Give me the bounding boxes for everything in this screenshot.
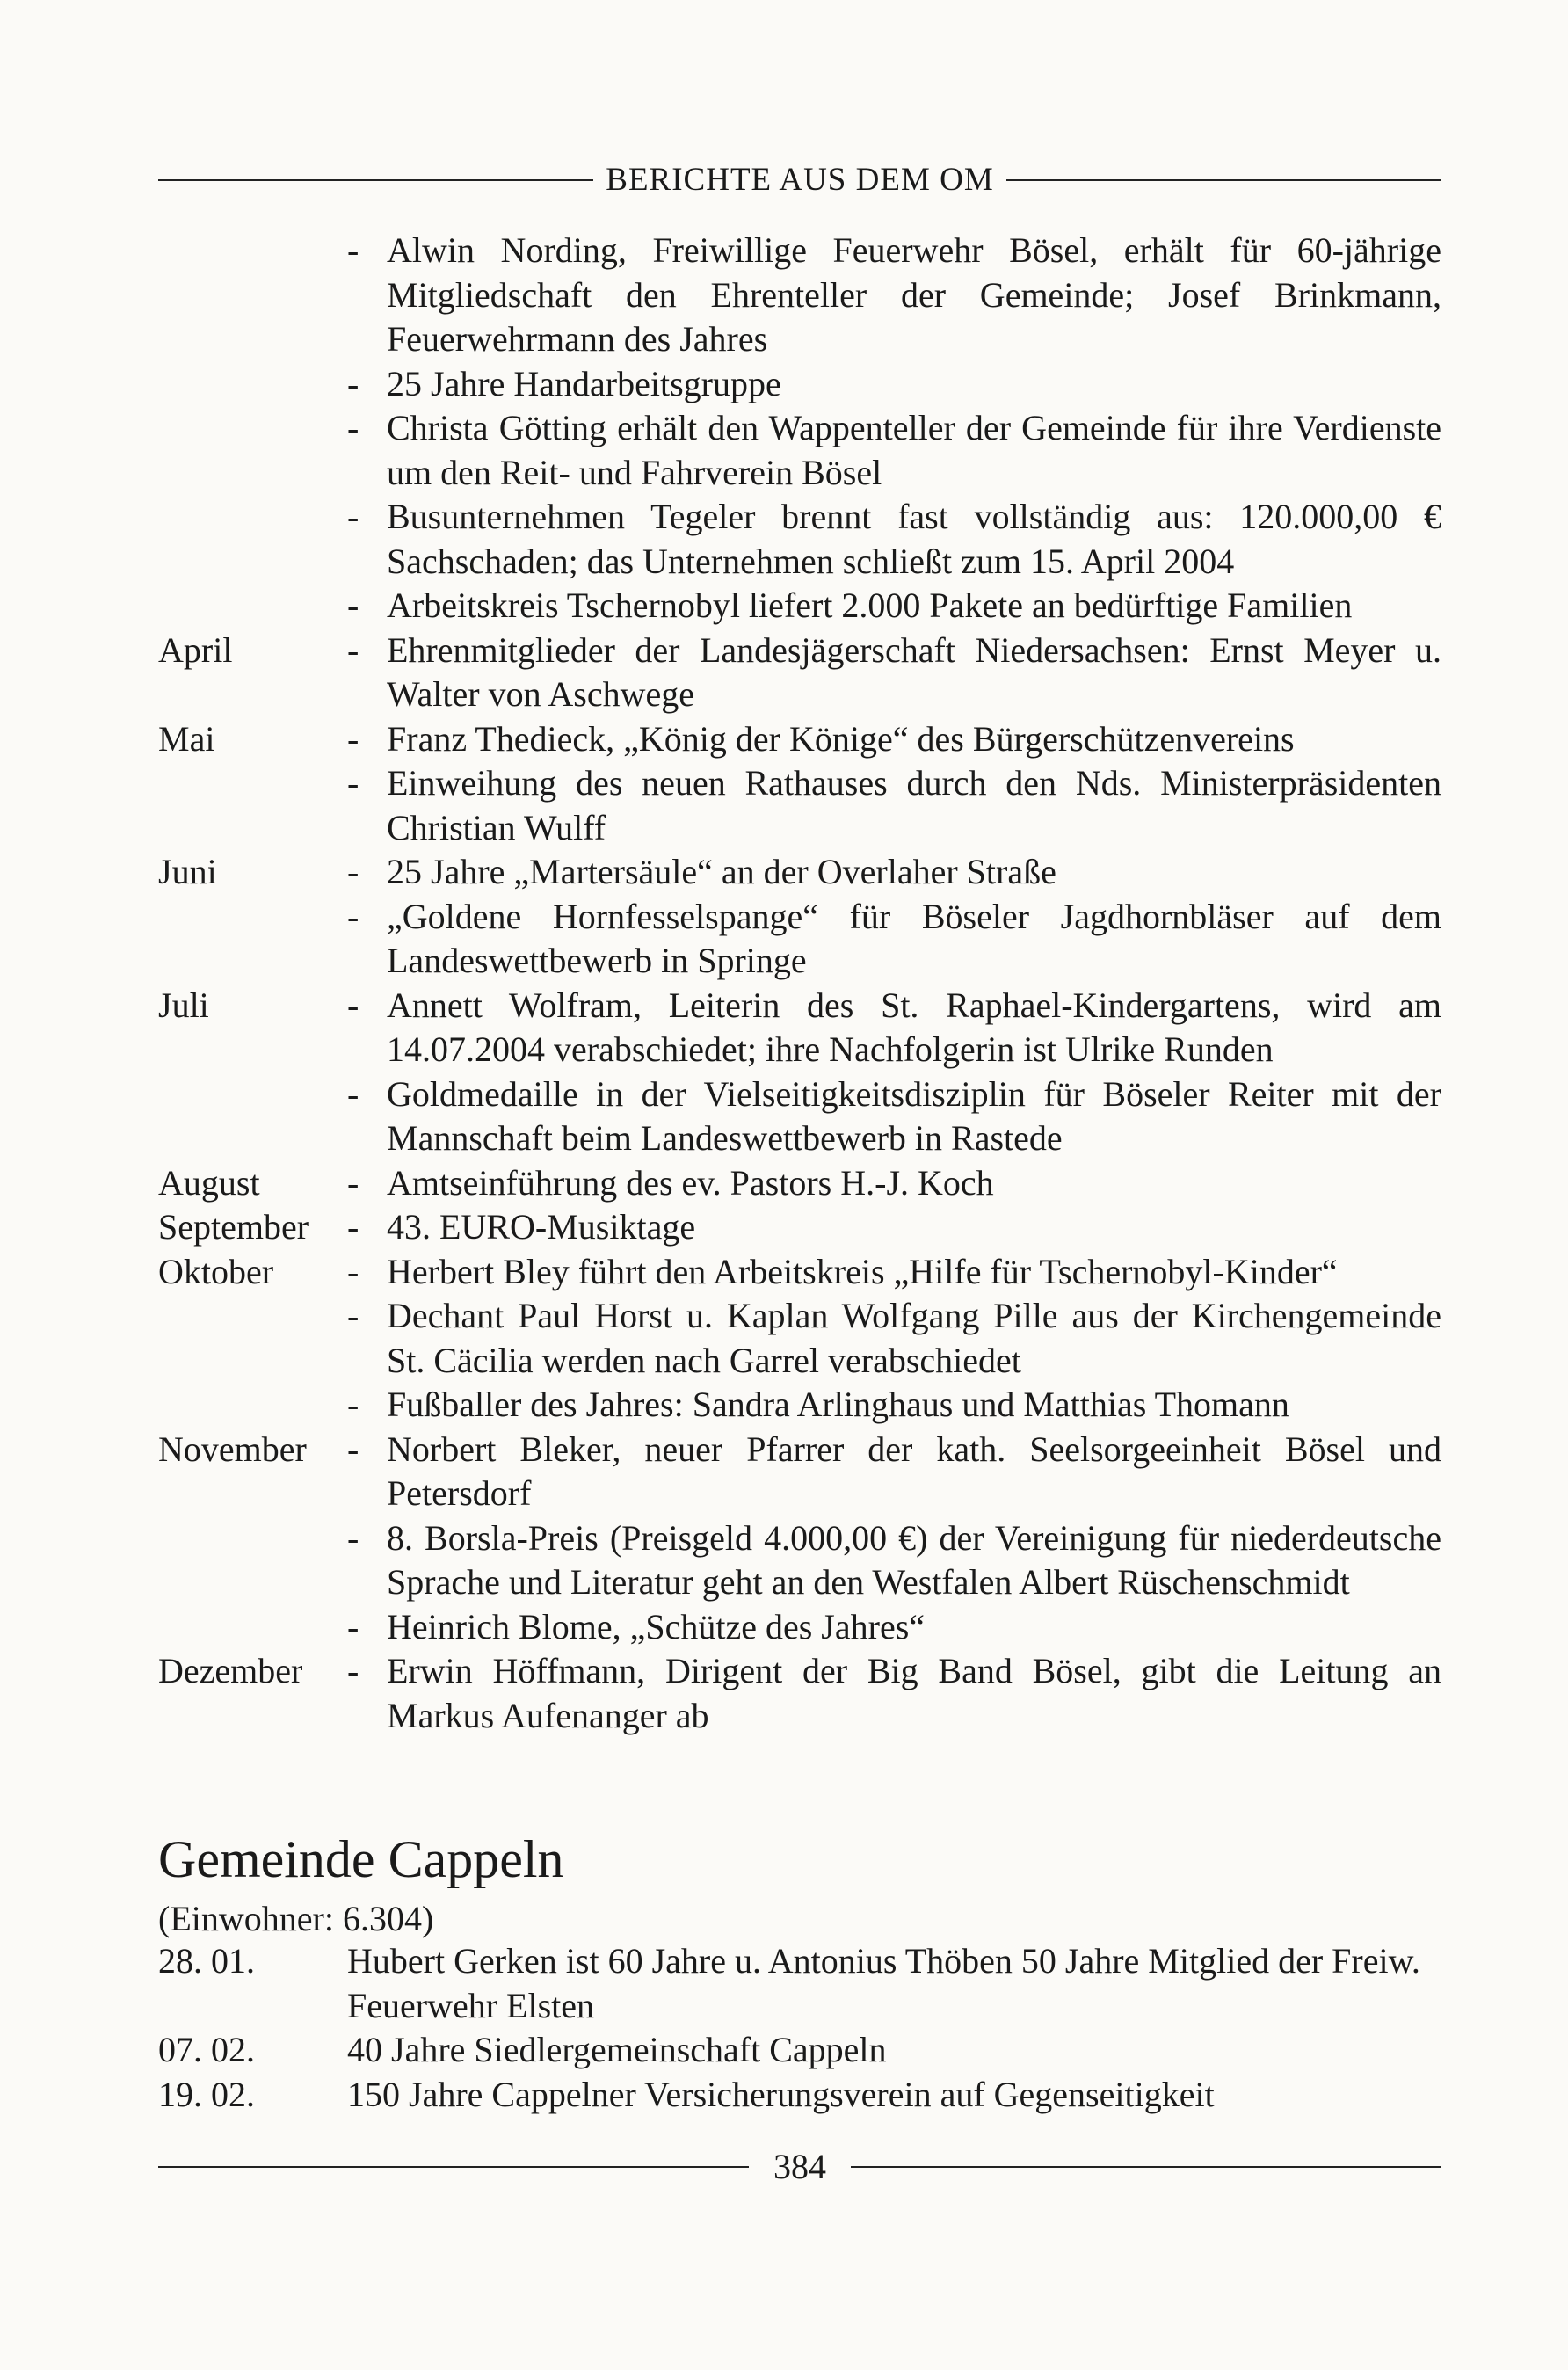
chronicle-entry (158, 229, 1441, 362)
entry-text: Erwin Höffmann, Dirigent der Big Band Bösel, gibt die Leitung an Markus Aufenanger ab (387, 1651, 1441, 1735)
chronicle-entry (158, 1205, 1441, 1250)
entry-dash: - (347, 896, 359, 936)
entry-month (158, 229, 347, 362)
chronicle-entry (158, 1294, 1441, 1383)
chronicle-entry (158, 629, 1441, 717)
entry-month: April (158, 629, 233, 670)
entry-text: 8. Borsla-Preis (Preisgeld 4.000,00 €) der Vereinigung für niederdeutsche Sprache und Literatur geht an den Westfalen Albert Rüschenschmidt (387, 1517, 1441, 1602)
entry-text: Goldmedaille in der Vielseitigkeitsdisziplin für Böseler Reiter mit der Mannschaft beim Landeswettbewerb in Rastede (387, 1073, 1441, 1158)
chronicle-entry (158, 1250, 1441, 1295)
chronicle-entry (158, 406, 1441, 495)
entry-dash: - (347, 230, 359, 270)
entry-dash: - (347, 585, 359, 625)
entry-text: „Goldene Hornfesselspange“ für Böseler Jagdhornbläser auf dem Landeswettbewerb in Springe (387, 896, 1441, 980)
entry-dash: - (347, 1651, 359, 1690)
header-rule-right (1006, 179, 1441, 181)
entry-text: Dechant Paul Horst u. Kaplan Wolfgang Pille aus der Kirchengemeinde St. Cäcilia werden nach Garrel verabschiedet (387, 1296, 1441, 1380)
entry-text: Franz Thedieck, „König der Könige“ des Bürgerschützenvereins (387, 718, 1295, 759)
chronicle-entry (158, 1516, 1441, 1605)
entry-text: Christa Götting erhält den Wappenteller der Gemeinde für ihre Verdienste um den Reit- und Fahrverein Bösel (387, 408, 1441, 492)
chronicle-entry (158, 1072, 1441, 1161)
entry-month (158, 1605, 347, 1650)
entry-month: August (158, 1162, 260, 1203)
chronicle-entry (158, 1428, 1441, 1516)
chronicle-entry (158, 895, 1441, 984)
entry-text: Ehrenmitglieder der Landesjägerschaft Niedersachsen: Ernst Meyer u. Walter von Aschwege (387, 629, 1441, 714)
entry-dash: - (347, 363, 359, 403)
entry-date: 28. 01. (158, 1941, 255, 1981)
page-footer (158, 2145, 1441, 2189)
entry-text: Einweihung des neuen Rathauses durch den Nds. Ministerpräsidenten Christian Wulff (387, 763, 1441, 847)
entry-month (158, 406, 347, 495)
dated-entry-list (158, 1939, 1441, 2117)
dated-entry (158, 1939, 1441, 2028)
entry-dash: - (347, 497, 359, 536)
chronicle-entry (158, 717, 1441, 762)
dated-entry (158, 2073, 1441, 2118)
entry-text: Heinrich Blome, „Schütze des Jahres“ (387, 1606, 926, 1647)
entry-month: Oktober (158, 1251, 274, 1291)
entry-month (158, 1383, 347, 1428)
entry-text: 25 Jahre „Martersäule“ an der Overlaher Straße (387, 852, 1056, 891)
entry-dash: - (347, 1606, 359, 1647)
running-header-title: BERICHTE AUS DEM OM (606, 162, 994, 198)
chronicle-entry (158, 1649, 1441, 1738)
entry-dash: - (347, 1207, 359, 1247)
entry-dash: - (347, 985, 359, 1025)
entry-month (158, 495, 347, 584)
entry-date: 19. 02. (158, 2074, 255, 2114)
entry-text: Herbert Bley führt den Arbeitskreis „Hilfe für Tschernobyl-Kinder“ (387, 1251, 1338, 1291)
entry-month (158, 1072, 347, 1161)
entry-month (158, 362, 347, 407)
entry-month (158, 1516, 347, 1605)
entry-text: Hubert Gerken ist 60 Jahre u. Antonius Thöben 50 Jahre Mitglied der Freiw. Feuerwehr Elsten (347, 1941, 1420, 2025)
entry-text: 150 Jahre Cappelner Versicherungsverein auf Gegenseitigkeit (347, 2074, 1215, 2114)
chronicle-entry (158, 850, 1441, 895)
running-header (158, 158, 1441, 202)
entry-dash: - (347, 1251, 359, 1291)
chronicle-entry (158, 761, 1441, 850)
entry-dash: - (347, 1385, 359, 1424)
entry-text: Amtseinführung des ev. Pastors H.-J. Koch (387, 1162, 994, 1203)
header-rule-left (158, 179, 593, 181)
entry-text: Fußballer des Jahres: Sandra Arlinghaus und Matthias Thomann (387, 1385, 1289, 1424)
entry-dash: - (347, 1073, 359, 1114)
entry-text: Norbert Bleker, neuer Pfarrer der kath. Seelsorgeeinheit Bösel und Petersdorf (387, 1429, 1441, 1513)
chronicle-entry (158, 1605, 1441, 1650)
entry-text: Annett Wolfram, Leiterin des St. Raphael-Kindergartens, wird am 14.07.2004 verabschiedet; ihre Nachfolgerin ist Ulrike Runden (387, 985, 1441, 1069)
entry-month: November (158, 1429, 307, 1469)
chronicle-entry (158, 1161, 1441, 1206)
entry-month: Dezember (158, 1651, 303, 1690)
entry-text: 25 Jahre Handarbeitsgruppe (387, 363, 781, 403)
entry-month: Mai (158, 718, 215, 759)
entry-dash: - (347, 852, 359, 891)
section-subtitle: (Einwohner: 6.304) (158, 1899, 434, 1938)
entry-text: Busunternehmen Tegeler brennt fast vollständig aus: 120.000,00 € Sachschaden; das Unternehmen schließt zum 15. April 2004 (387, 497, 1441, 581)
section-title: Gemeinde Cappeln (158, 1830, 564, 1888)
chronicle-entry (158, 495, 1441, 584)
entry-month (158, 584, 347, 629)
entry-dash: - (347, 718, 359, 759)
entry-text: Arbeitskreis Tschernobyl liefert 2.000 Pakete an bedürftige Familien (387, 585, 1353, 625)
page-number: 384 (773, 2147, 826, 2186)
entry-month: Juli (158, 985, 209, 1025)
entry-dash: - (347, 1296, 359, 1335)
chronicle-entry (158, 1383, 1441, 1428)
entry-month (158, 895, 347, 984)
entry-month (158, 1294, 347, 1383)
chronicle-entry (158, 584, 1441, 629)
entry-dash: - (347, 763, 359, 803)
entry-text: 40 Jahre Siedlergemeinschaft Cappeln (347, 2030, 887, 2069)
entry-dash: - (347, 408, 359, 447)
entry-dash: - (347, 1517, 359, 1558)
entry-dash: - (347, 1429, 359, 1469)
entry-month: September (158, 1207, 309, 1247)
chronicle-entry (158, 362, 1441, 407)
entry-date: 07. 02. (158, 2030, 255, 2069)
chronicle-list (158, 229, 1441, 1738)
entry-text: Alwin Nording, Freiwillige Feuerwehr Bösel, erhält für 60-jährige Mitgliedschaft den Ehrenteller der Gemeinde; Josef Brinkmann, Feuerwehrmann des Jahres (387, 230, 1441, 359)
footer-rule-left (158, 2166, 749, 2168)
entry-month (158, 761, 347, 850)
entry-month: Juni (158, 852, 217, 891)
footer-rule-right (851, 2166, 1441, 2168)
entry-dash: - (347, 629, 359, 670)
chronicle-entry (158, 984, 1441, 1072)
entry-dash: - (347, 1162, 359, 1203)
entry-text: 43. EURO-Musiktage (387, 1207, 696, 1247)
dated-entry (158, 2028, 1441, 2073)
